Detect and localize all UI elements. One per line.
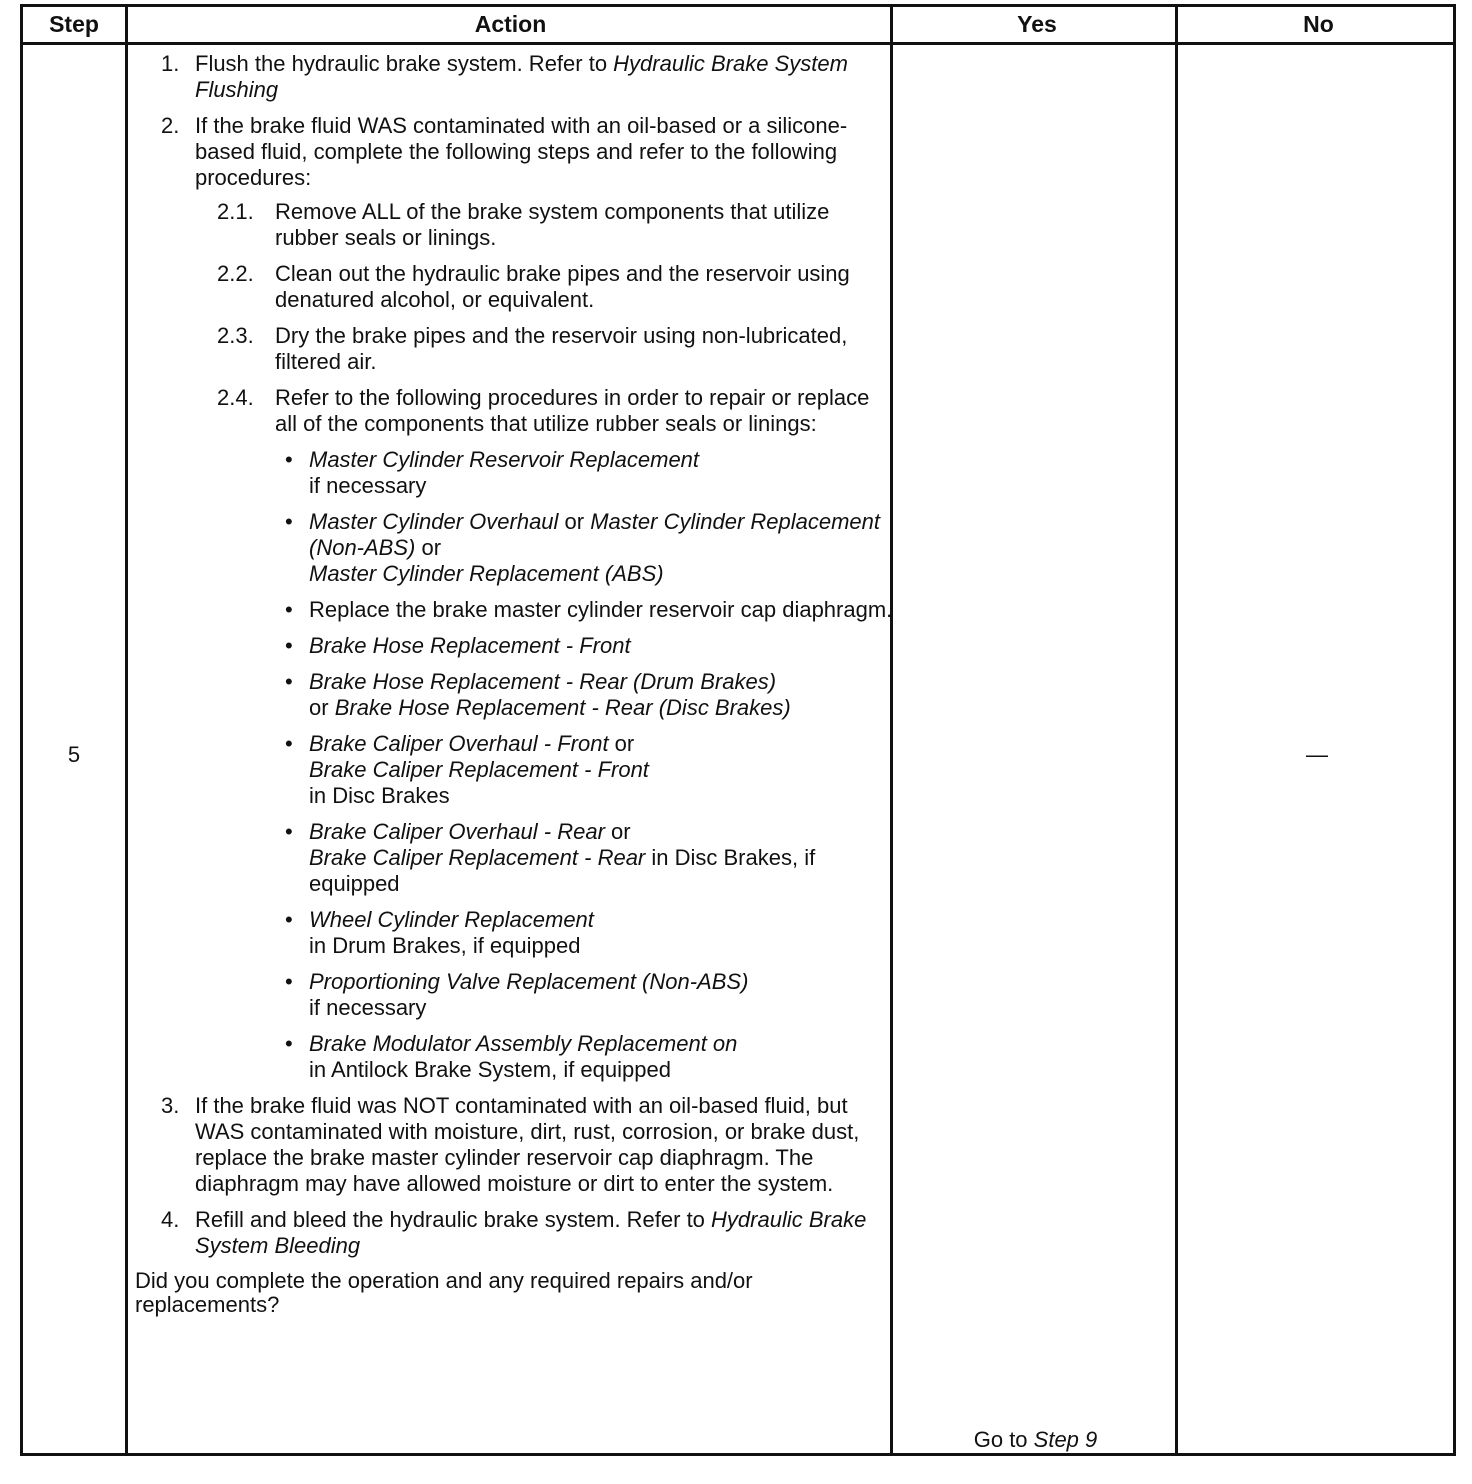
bullet-icon: • [285,1031,293,1056]
procedure-link[interactable]: Master Cylinder Reservoir Replacement [309,447,700,472]
bullet-text: in Antilock Brake System, if equipped [309,1057,671,1082]
sub-number: 2.2. [217,261,254,286]
bullet-text: or [608,731,635,756]
procedure-link[interactable]: Brake Hose Replacement - Rear (Drum Brakes) [309,669,777,694]
action-item [135,1207,895,1259]
yes-step-link[interactable]: Step 9 [1033,1427,1098,1452]
procedure-bullet [275,669,895,721]
procedure-link[interactable]: Brake Caliper Replacement - Rear [309,845,646,870]
bullet-icon: • [285,731,293,756]
procedure-bullet [275,731,895,809]
bullet-text: if necessary [309,995,427,1020]
sub-number: 2.4. [217,385,254,410]
item-number: 4. [161,1207,180,1232]
procedure-reference[interactable]: Hydraulic Brake System Flushing [195,51,848,102]
procedure-link[interactable]: Brake Caliper Overhaul - Rear [309,819,605,844]
yes-prefix: Go to [973,1427,1034,1452]
completion-question: Did you complete the operation and any required repairs and/or replacements? [135,1268,753,1317]
sub-number: 2.1. [217,199,254,224]
procedure-bullet [275,447,895,499]
procedure-bullet [275,1031,895,1083]
bullet-icon: • [285,907,293,932]
sub-item [195,261,895,313]
sub-item [195,323,895,375]
item-text: Refill and bleed the hydraulic brake system. Refer to [195,1207,712,1232]
bullet-text: or [604,819,631,844]
bullet-text: in Drum Brakes, if equipped [309,933,581,958]
procedure-link[interactable]: Brake Hose Replacement - Rear (Disc Brakes) [334,695,791,720]
procedure-link[interactable]: Brake Modulator Assembly Replacement on [309,1031,738,1056]
action-item [135,1093,895,1197]
bullet-icon: • [285,633,293,658]
sub-text: Remove ALL of the brake system components that utilize rubber seals or linings. [275,199,830,250]
procedure-bullet [275,633,895,659]
bullet-icon: • [285,447,293,472]
procedure-bullet [275,597,895,623]
bullet-text: if necessary [309,473,427,498]
sub-text: Clean out the hydraulic brake pipes and the reservoir using denatured alcohol, or equivalent. [275,261,850,312]
header-yes: Yes [1017,11,1057,37]
item-text: If the brake fluid WAS contaminated with an oil-based or a silicone-based fluid, complete the following steps and refer to the following procedures: [195,113,848,190]
bullet-icon: • [285,669,293,694]
item-number: 1. [161,51,180,76]
item-text: If the brake fluid was NOT contaminated with an oil-based fluid, but WAS contaminated with moisture, dirt, rust, corrosion, or brake dust, replace the brake master cylinder reservoir cap diaphragm. The diaphragm may have allowed moisture or dirt to enter the system. [195,1093,860,1196]
procedure-link[interactable]: Brake Caliper Replacement - Front [309,757,649,782]
sub-item [195,385,895,1083]
bullet-text: or [558,509,591,534]
header-action: Action [474,11,547,37]
sub-number: 2.3. [217,323,254,348]
procedure-link[interactable]: Master Cylinder Replacement (Non-ABS) [309,509,881,560]
sub-text: Refer to the following procedures in order to repair or replace all of the components that utilize rubber seals or linings: [275,385,870,436]
procedure-link[interactable]: Master Cylinder Replacement (ABS) [309,561,664,586]
item-number: 3. [161,1093,180,1118]
no-result: — [1306,742,1328,767]
yes-result [893,1427,1178,1453]
procedure-bullet [275,969,895,1021]
column-divider [1175,7,1178,1453]
column-divider [125,7,128,1453]
header-no: No [1303,11,1334,37]
sub-text: Dry the brake pipes and the reservoir using non-lubricated, filtered air. [275,323,848,374]
procedure-link[interactable]: Wheel Cylinder Replacement [309,907,594,932]
procedure-reference[interactable]: Hydraulic Brake System Bleeding [195,1207,867,1258]
bullet-icon: • [285,819,293,844]
procedure-link[interactable]: Proportioning Valve Replacement (Non-ABS) [309,969,749,994]
bullet-text: in Disc Brakes, if equipped [309,845,816,896]
bullet-icon: • [285,597,293,622]
item-text: Flush the hydraulic brake system. Refer to [195,51,614,76]
step-number: 5 [67,742,81,767]
procedure-link[interactable]: Brake Caliper Overhaul - Front [309,731,609,756]
procedure-bullet [275,819,895,897]
bullet-icon: • [285,509,293,534]
action-item [135,51,895,103]
bullet-text: in Disc Brakes [309,783,450,808]
bullet-icon: • [285,969,293,994]
procedure-bullet [275,907,895,959]
bullet-text: or [309,695,335,720]
bullet-text: Replace the brake master cylinder reservoir cap diaphragm. [309,597,893,622]
sub-item [195,199,895,251]
procedure-bullet [275,509,895,587]
header-step: Step [49,11,99,37]
action-item [135,113,895,1083]
bullet-text: or [415,535,442,560]
item-number: 2. [161,113,180,138]
table-header [23,7,1453,45]
diagnostic-table [20,4,1456,1456]
procedure-link[interactable]: Brake Hose Replacement - Front [309,633,631,658]
procedure-link[interactable]: Master Cylinder Overhaul [309,509,559,534]
action-cell [135,51,895,1317]
